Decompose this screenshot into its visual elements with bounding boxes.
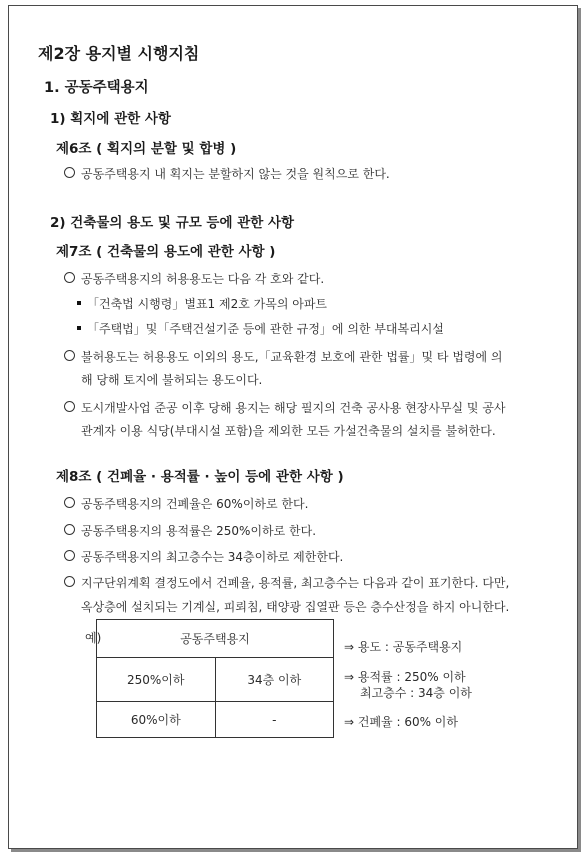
article-7-title: 제7조 ( 건축물의 용도에 관한 사항 )	[56, 244, 276, 260]
art8-item: 공동주택용지의 최고층수는 34층이하로 제한한다.	[81, 550, 344, 564]
art8-item: 공동주택용지의 용적률은 250%이하로 한다.	[81, 524, 317, 538]
art7-bullet: 「주택법」및「주택건설기준 등에 관한 규정」에 의한 부대복리시설	[87, 322, 444, 336]
art7-item: 불허용도는 허용용도 이외의 용도,「교육환경 보호에 관한 법률」및 타 법령에 의	[81, 350, 503, 364]
square-bullet-icon	[77, 301, 81, 305]
example-floors-cell: 34층 이하	[215, 658, 334, 702]
circle-bullet-icon	[64, 524, 75, 535]
art8-item: 공동주택용지의 건폐율은 60%이하로 한다.	[81, 497, 309, 511]
subsection-heading: 1) 획지에 관한 사항	[50, 111, 171, 127]
example-header-cell: 공동주택용지	[97, 620, 334, 658]
circle-bullet-icon	[64, 272, 75, 283]
note-floors: 최고층수 : 34층 이하	[360, 686, 472, 700]
example-table	[96, 619, 334, 738]
art7-item: 공동주택용지의 허용용도는 다음 각 호와 같다.	[81, 272, 325, 286]
example-label: 예)	[85, 631, 102, 645]
chapter-title: 제2장 용지별 시행지침	[38, 44, 200, 63]
circle-bullet-icon	[64, 497, 75, 508]
art6-item: 공동주택용지 내 획지는 분할하지 않는 것을 원칙으로 한다.	[81, 167, 390, 181]
example-bcr-cell: 60%이하	[97, 702, 216, 738]
section-heading: 1. 공동주택용지	[44, 80, 149, 96]
subsection-heading: 2) 건축물의 용도 및 규모 등에 관한 사항	[50, 215, 295, 231]
art7-item-continued: 해 당해 토지에 불허되는 용도이다.	[81, 373, 263, 387]
square-bullet-icon	[77, 326, 81, 330]
note-far: ⇒ 용적률 : 250% 이하	[344, 670, 466, 684]
note-use: ⇒ 용도 : 공동주택용지	[344, 640, 463, 654]
circle-bullet-icon	[64, 350, 75, 361]
circle-bullet-icon	[64, 401, 75, 412]
art8-item: 지구단위계획 결정도에서 건폐율, 용적률, 최고층수는 다음과 같이 표기한다. 다만,	[81, 576, 510, 590]
art8-item-continued: 옥상층에 설치되는 기계실, 피뢰침, 태양광 집열판 등은 층수산정을 하지 아니한다.	[81, 600, 510, 614]
circle-bullet-icon	[64, 167, 75, 178]
example-empty-cell: -	[215, 702, 334, 738]
art7-bullet: 「건축법 시행령」별표1 제2호 가목의 아파트	[87, 297, 328, 311]
note-bcr: ⇒ 건폐율 : 60% 이하	[344, 715, 458, 729]
example-far-cell: 250%이하	[97, 658, 216, 702]
article-6-title: 제6조 ( 획지의 분할 및 합병 )	[56, 141, 237, 157]
art7-item-continued: 관계자 이용 식당(부대시설 포함)을 제외한 모든 가설건축물의 설치를 불허한다.	[81, 424, 496, 438]
circle-bullet-icon	[64, 576, 75, 587]
circle-bullet-icon	[64, 550, 75, 561]
art7-item: 도시개발사업 준공 이후 당해 용지는 해당 필지의 건축 공사용 현장사무실 및 공사	[81, 401, 506, 415]
article-8-title: 제8조 ( 건폐율 · 용적률 · 높이 등에 관한 사항 )	[56, 469, 344, 485]
